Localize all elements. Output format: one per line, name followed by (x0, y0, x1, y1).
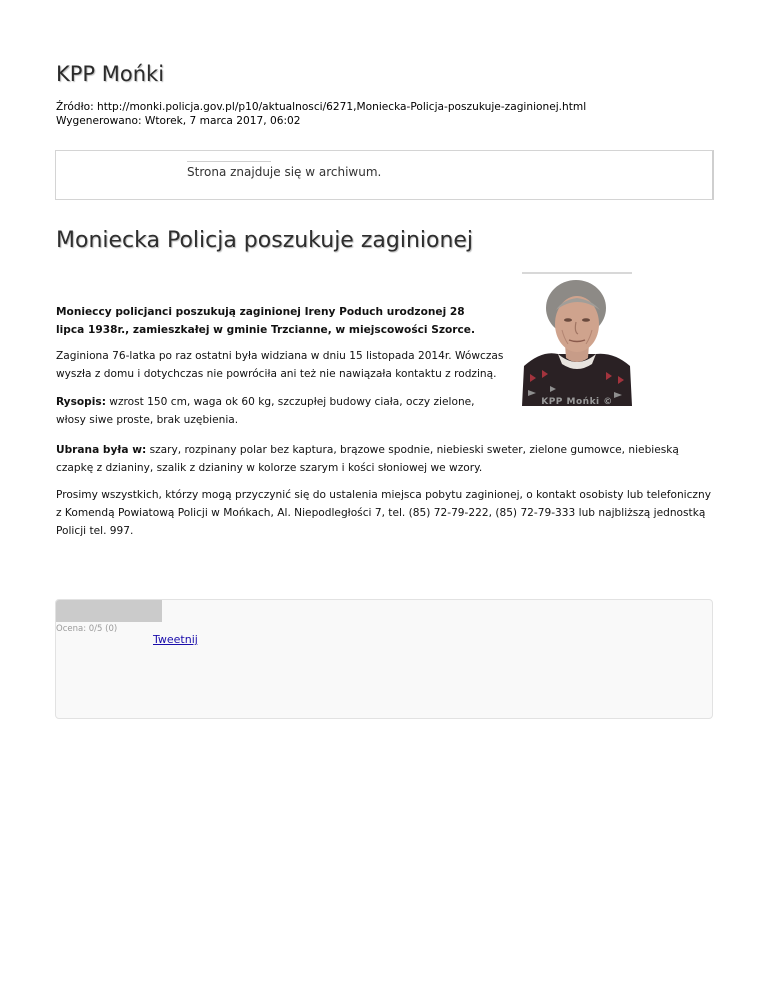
rating-stars-bar[interactable] (56, 600, 162, 622)
article-paragraph-description (56, 393, 502, 429)
photo-watermark: KPP Mońki © (541, 397, 613, 407)
archive-divider (187, 161, 271, 162)
archive-notice-text: Strona znajduje się w archiwum. (187, 165, 382, 179)
tweet-link[interactable]: Tweetnij (153, 633, 198, 646)
portrait-image (522, 274, 632, 406)
article-lead: Monieccy policjanci poszukują zaginionej Ireny Poduch urodzonej 28 lipca 1938r., zamieszkałej w gminie Trzcianne, w miejscowości Szorce. (56, 306, 476, 336)
article-paragraph-last-seen: Zaginiona 76-latka po raz ostatni była widziana w dniu 15 listopada 2014r. Wówczas wyszła z domu i dotychczas nie powróciła ani też nie nawiązała kontaktu z rodziną. (56, 350, 504, 380)
clothing-label: Ubrana była w: (56, 444, 147, 456)
article-paragraph-clothing (56, 441, 714, 477)
article-title: Moniecka Policja poszukuje zaginionej (56, 228, 474, 253)
generated-date-line: Wygenerowano: Wtorek, 7 marca 2017, 06:02 (56, 115, 301, 127)
archive-notice-box (55, 150, 714, 200)
missing-person-photo (522, 272, 632, 408)
site-title: KPP Mońki (56, 62, 165, 86)
description-text: wzrost 150 cm, waga ok 60 kg, szczupłej budowy ciała, oczy zielone, włosy siwe proste, brak uzębienia. (56, 396, 475, 426)
rating-panel (55, 599, 713, 719)
rating-summary: Ocena: 0/5 (0) (56, 624, 118, 634)
description-label: Rysopis: (56, 396, 106, 408)
source-url-line: Źródło: http://monki.policja.gov.pl/p10/aktualnosci/6271,Moniecka-Policja-poszukuje-zaginionej.html (56, 101, 587, 113)
article-paragraph-contact: Prosimy wszystkich, którzy mogą przyczynić się do ustalenia miejsca pobytu zaginionej, o kontakt osobisty lub telefoniczny z Komendą Powiatową Policji w Mońkach, Al. Niepodległości 7, tel. (85) 72-79-222, (85) 72-79-333 lub najbliższą jednostką Policji tel. 997. (56, 489, 711, 537)
source-info (56, 100, 586, 128)
clothing-text: szary, rozpinany polar bez kaptura, brązowe spodnie, niebieski sweter, zielone gumowce, niebieską czapkę z dzianiny, szalik z dzianiny w kolorze szarym i kości słoniowej we wzory. (56, 444, 679, 474)
